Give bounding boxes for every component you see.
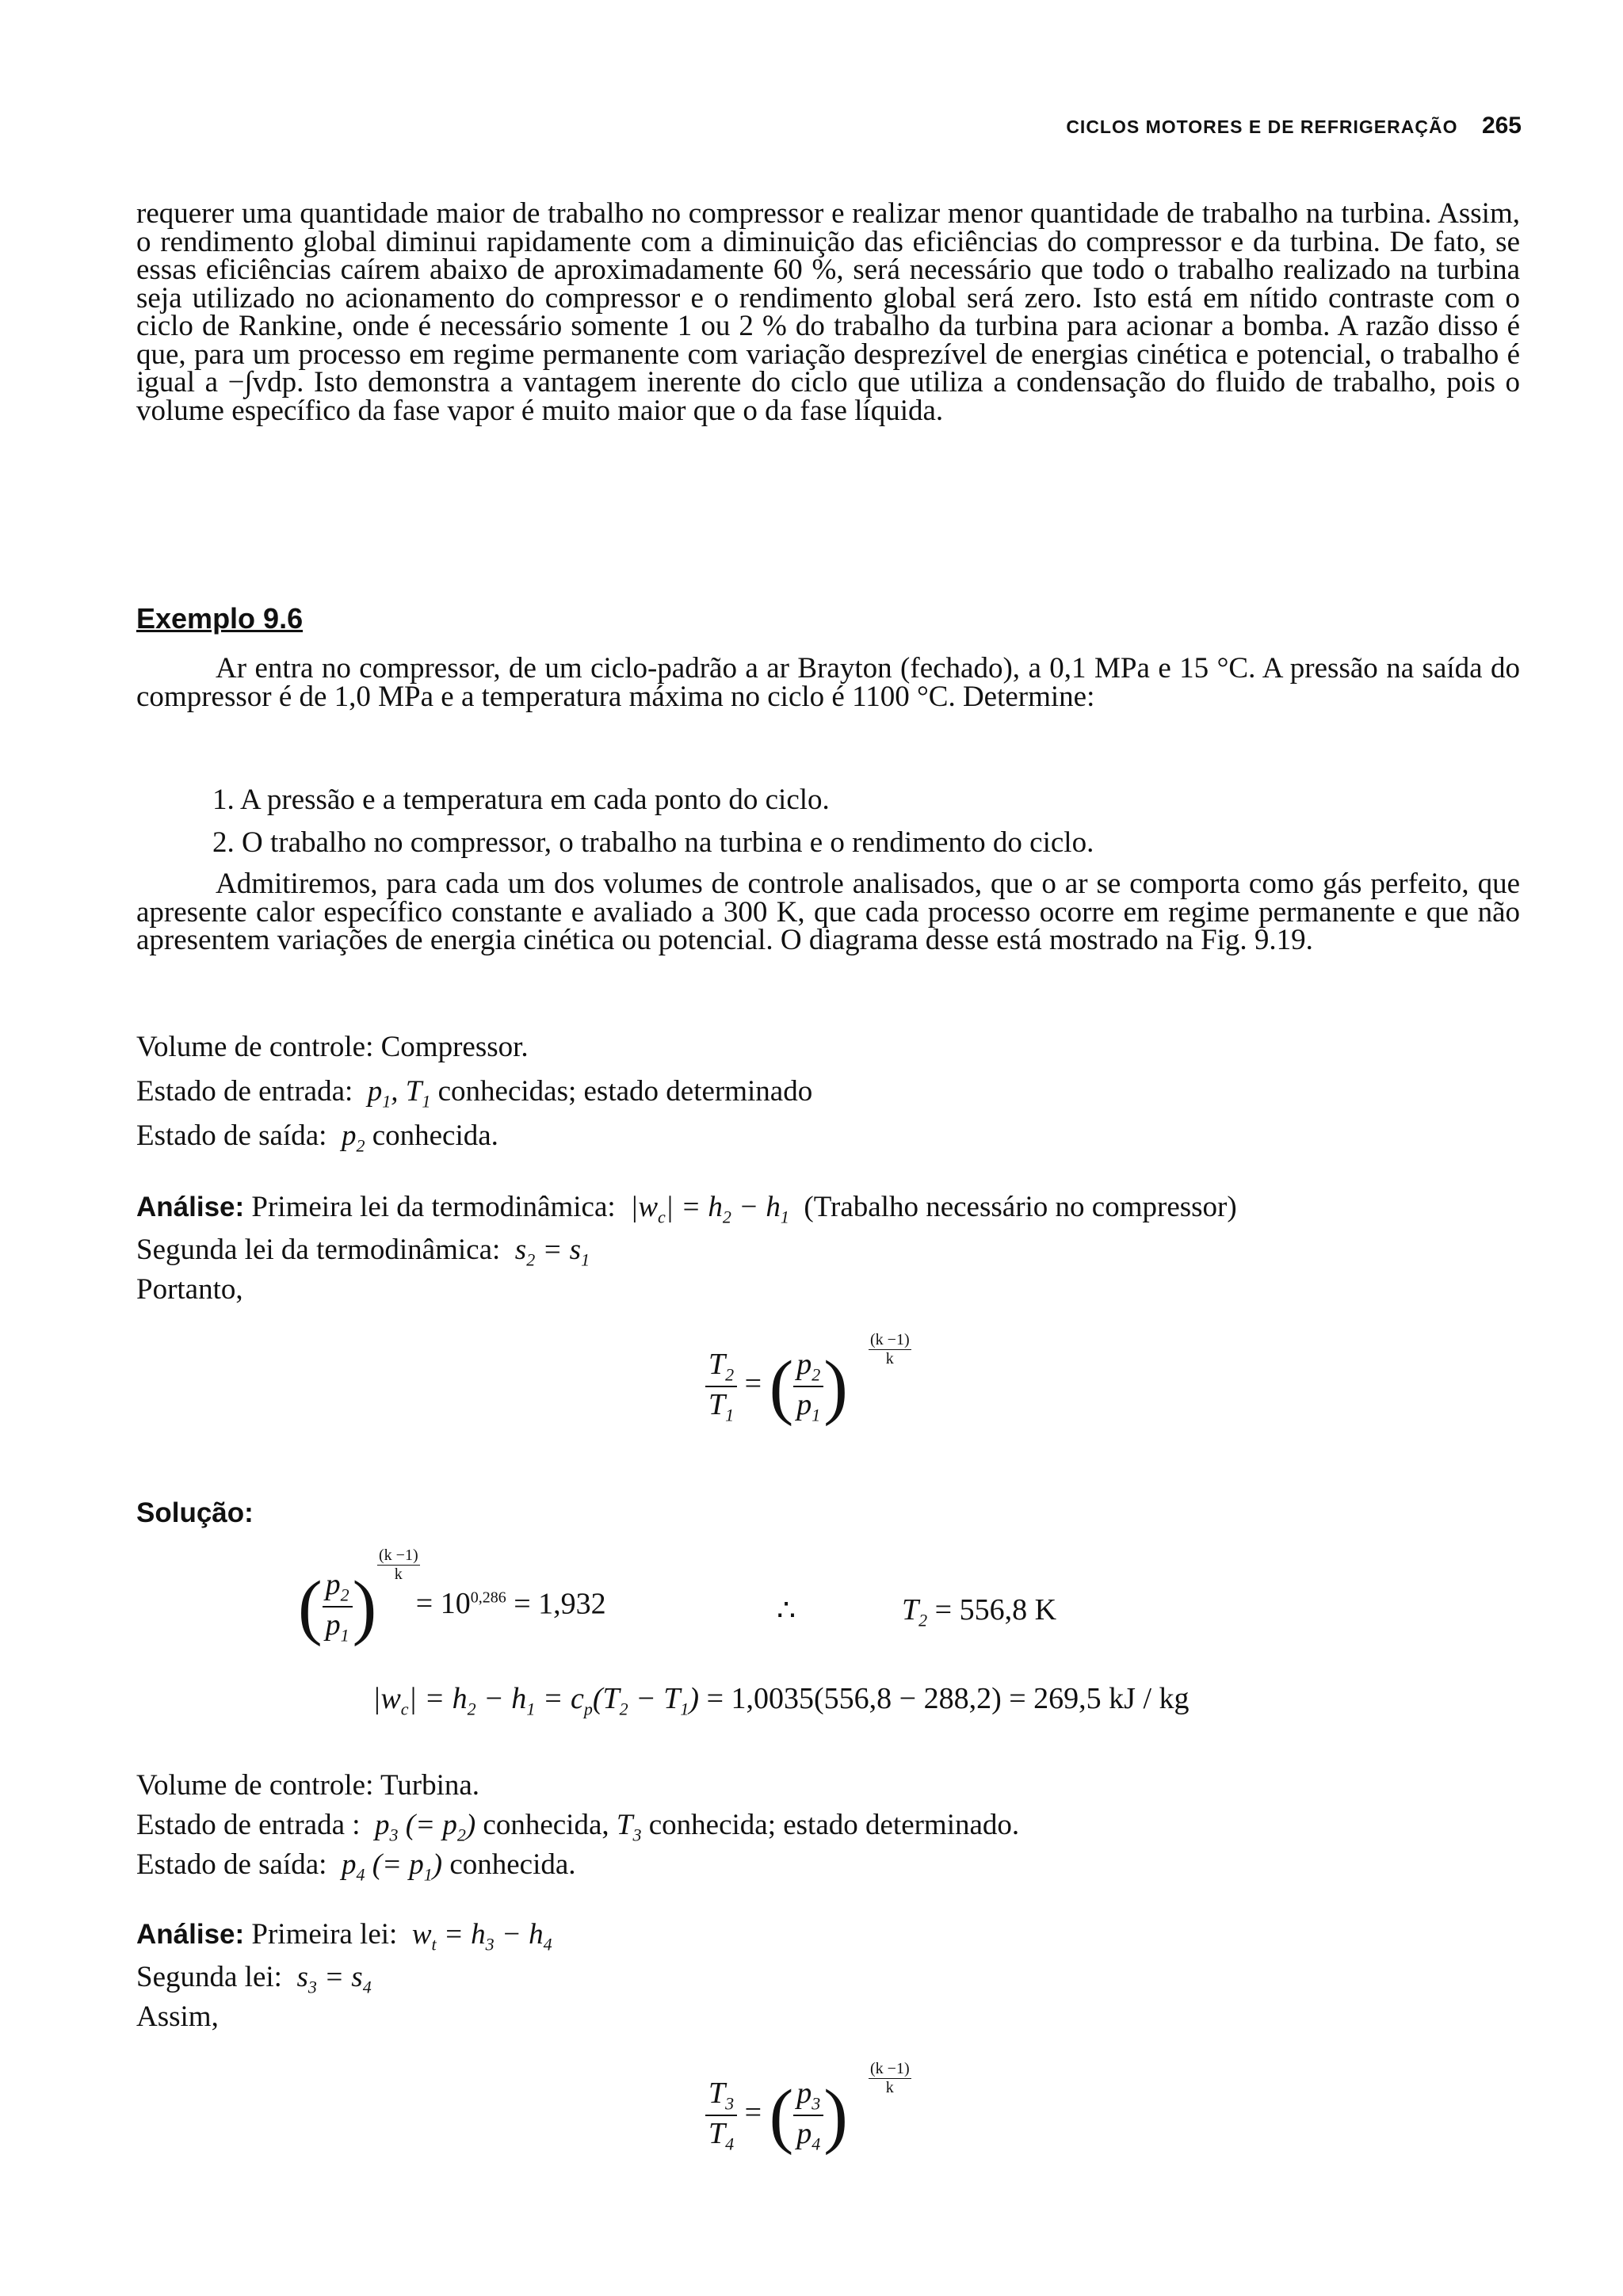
- outlet-symbols: $p_2$: [334, 1119, 365, 1156]
- second-law-label: Segunda lei da termodinâmica:: [136, 1234, 501, 1266]
- outlet-value: conhecida.: [372, 1119, 498, 1152]
- solution-label: Solução:: [136, 1497, 254, 1528]
- inlet-label: Estado de entrada:: [136, 1075, 353, 1108]
- compressor-second-law: [136, 1233, 590, 1270]
- inlet-label: Estado de entrada :: [136, 1809, 361, 1841]
- turbine-first-law-equation: $w_t = h_3 - h_4$: [404, 1918, 552, 1955]
- volume-label: Volume de controle:: [136, 1769, 374, 1802]
- item-1: 1. A pressão e a temperatura em cada ponto do ciclo.: [212, 784, 830, 816]
- inlet-value: conhecida,: [483, 1809, 609, 1841]
- inlet-symbols: $p_3$ (= $p_2$): [367, 1809, 476, 1845]
- example-statement: Ar entra no compressor, de um ciclo-padrão a ar Brayton (fechado), a 0,1 MPa e 15 °C. A pressão na saída do compressor é de 1,0 MPa e a temperatura máxima no ciclo é 1100 °C. Determine:: [136, 652, 1520, 713]
- outlet-label: Estado de saída:: [136, 1848, 327, 1881]
- analysis-text: Primeira lei da termodinâmica:: [251, 1191, 616, 1223]
- inlet-value: conhecidas; estado determinado: [437, 1075, 813, 1108]
- intro-paragraph: requerer uma quantidade maior de trabalho no compressor e realizar menor quantidade de trabalho na turbina. Assim, o rendimento global diminui rapidamente com a diminuição das eficiências do compressor e da turbina. De fato, se essas eficiências caírem abaixo de aproximadamente 60 %, será necessário que todo o trabalho realizado na turbina seja utilizado no acionamento do compressor e o rendimento global será zero. Isto está em nítido contraste com o ciclo de Rankine, onde é necessário somente 1 ou 2 % do trabalho da turbina para acionar a bomba. A razão disso é que, para um processo em regime permanente com variação desprezível de energias cinética e potencial, o trabalho é igual a −∫vdp. Isto demonstra a vantagem inerente do ciclo que utiliza a condensação do fluido de trabalho, pois o volume específico da fase vapor é muito maior que o da fase líquida.: [136, 197, 1520, 427]
- outlet-symbols: $p_4$ (= $p_1$): [334, 1848, 443, 1885]
- second-law-label: Segunda lei:: [136, 1961, 282, 1993]
- outlet-value: conhecida.: [449, 1848, 576, 1881]
- turbine-second-law: [136, 1960, 372, 1997]
- compressor-work-equation: $|w_c| = h_2 - h_1 = c_p(T_2 - T_1) = 1,0035(556,8 - 288,2) = 269,5$ kJ / kg: [372, 1682, 1190, 1719]
- entropy-equation: $s_2 = s_1$: [507, 1234, 590, 1270]
- running-title: CICLOS MOTORES E DE REFRIGERAÇÃO: [1066, 116, 1458, 137]
- turbine-entropy-equation: $s_3 = s_4$: [289, 1961, 372, 1997]
- compressor-outlet: [136, 1119, 498, 1156]
- pressure-ratio-equation: ( $\frac{p_2}{p_1}$ ) = $10^{0,286} = 1,932$: [298, 1566, 606, 1647]
- isentropic-relation-turbine: $\frac{T_3}{T_4}$ = ( $\frac{p_3}{p_4}$ ): [705, 2076, 848, 2154]
- assumptions-paragraph: Admitiremos, para cada um dos volumes de controle analisados, que o ar se comporta como gás perfeito, que apresente calor específico constante e avaliado a 300 K, que cada processo ocorre em regime permanente e que não apresentem variações de energia cinética ou potencial. O diagrama desse está mostrado na Fig. 9.19.: [136, 868, 1520, 956]
- therefore-text: Portanto,: [136, 1273, 243, 1306]
- volume-value: Compressor.: [380, 1031, 529, 1063]
- turbine-outlet: [136, 1848, 576, 1885]
- page-header: [935, 113, 1522, 139]
- turbine-inlet: Estado de entrada : $p_3$ (= $p_2$) conhecida, $T_3$ conhecida; estado determinado.: [136, 1809, 1020, 1845]
- inlet-value-2: conhecida; estado determinado.: [648, 1809, 1020, 1841]
- example-title: Exemplo 9.6: [136, 602, 304, 635]
- inlet-symbols: $p_1$, $T_1$: [360, 1075, 431, 1112]
- compressor-inlet: [136, 1074, 812, 1112]
- therefore-symbol: ∴: [777, 1594, 796, 1627]
- turbine-analysis: [136, 1917, 552, 1955]
- compressor-volume: [136, 1030, 529, 1064]
- analysis-note: (Trabalho necessário no compressor): [804, 1191, 1237, 1223]
- exponent-1: (k −1) k: [870, 1331, 910, 1367]
- volume-value: Turbina.: [380, 1769, 480, 1802]
- outlet-label: Estado de saída:: [136, 1119, 327, 1152]
- item-2: 2. O trabalho no compressor, o trabalho na turbina e o rendimento do ciclo.: [212, 826, 1094, 859]
- exponent-2: (k −1) k: [379, 1547, 418, 1583]
- t2-result: $T_2 = 556,8$ K: [902, 1593, 1057, 1630]
- volume-label: Volume de controle:: [136, 1031, 374, 1063]
- analysis-text: Primeira lei:: [251, 1918, 398, 1951]
- analysis-label: Análise:: [136, 1919, 245, 1950]
- thus-text: Assim,: [136, 2000, 219, 2033]
- exponent-3: (k −1) k: [870, 2060, 910, 2096]
- first-law-equation: $|w_c| = h_2 - h_1$: [622, 1191, 789, 1227]
- isentropic-relation-compressor: $\frac{T_2}{T_1}$ = ( $\frac{p_2}{p_1}$ ): [705, 1347, 848, 1425]
- page-number: 265: [1481, 113, 1522, 139]
- analysis-label: Análise:: [136, 1192, 245, 1222]
- turbine-volume: [136, 1768, 479, 1802]
- compressor-analysis: [136, 1190, 1237, 1227]
